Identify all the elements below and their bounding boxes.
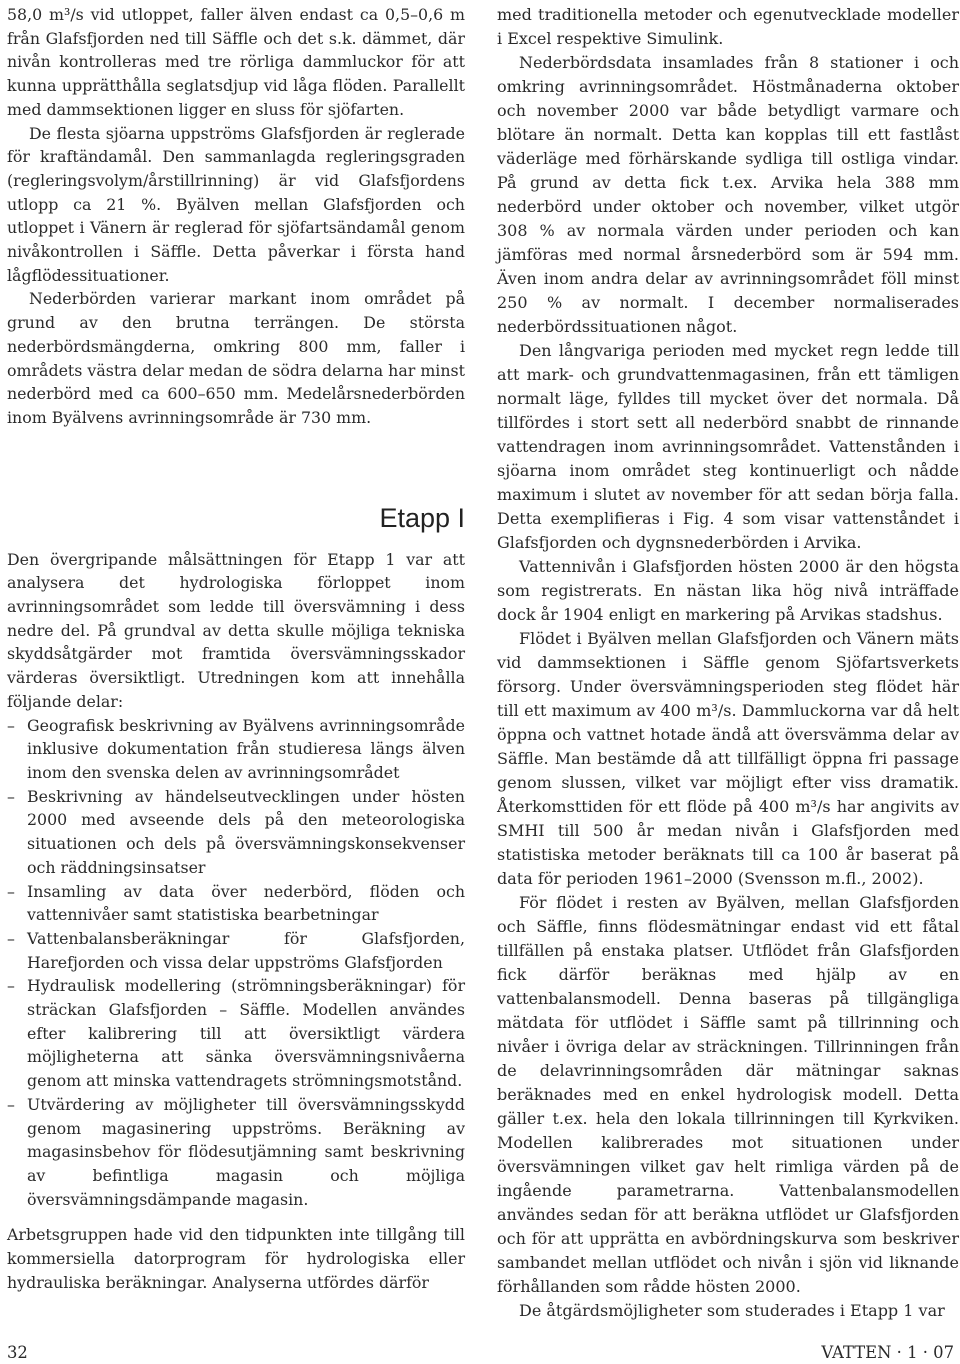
section-heading: Etapp I bbox=[379, 502, 465, 533]
paragraph: 58,0 m³/s vid utloppet, faller älven endast ca 0,5–0,6 m från Glafsfjorden ned till Säffle och det s.k. dämmet, där nivån kontrolleras med tre rörliga dammluckor för att kunna upprätthålla seglatsdjup vid låga flöden. Parallellt med dammsektionen ligger en sluss för sjöfarten. bbox=[7, 5, 465, 119]
paragraph: De flesta sjöarna uppströms Glafsfjorden är reglerade för kraftändamål. Den sammanlagda regleringsgraden (regleringsvolym/årstillrinning) är vid Glafsfjordens utlopp ca 21 %. Byälven mellan Glafsfjorden och utloppet i Vänern är reglerad för sjöfartsändamål genom nivåkontrollen i Säffle. Detta påverkar i första hand lågflödessituationer. bbox=[7, 123, 465, 285]
list-item: – Utvärdering av möjligheter till översvämningsskydd genom magasinering uppströms. Beräkning av magasinsbehov för flödesutjämning samt beskrivning av befintliga magasin och möjliga översvämningsdämpande magasin. bbox=[7, 1093, 465, 1212]
paragraph: Flödet i Byälven mellan Glafsfjorden och Vänern mäts vid dammsektionen i Säffle genom Sjöfartsverkets försorg. Under översvämningsperioden steg flödet här till ett maximum av 400 m³/s. Dammluckorna var då helt öppna och vattnet hotade ändå att översvämma delar av Säffle. Man bestämde då att tillfälligt öppna fri passage genom slussen, vilket var möjligt efter viss dramatik. Återkomsttiden för ett flöde på 400 m³/s har angivits av SMHI till 500 år medan nivån i Glafsfjorden med statistiska metoder beräknats till ca 100 år baserat på data för perioden 1961–2000 (Svensson m.fl., 2002). bbox=[497, 629, 959, 888]
section-intro: Den övergripande målsättningen för Etapp 1 var att analysera det hydrologiska förloppet inom avrinningsområdet som ledde till översvämning i dess nedre del. På grundval av detta skulle möjliga tekniska skyddsåtgärder mot framtida översvämningsskador värderas översiktligt. Utredningen kom att innehålla följande delar: bbox=[7, 549, 465, 711]
deliverables-list bbox=[7, 714, 465, 1212]
list-item: – Insamling av data över nederbörd, flöden och vattennivåer samt statistiska bearbetningar bbox=[7, 880, 465, 927]
list-item: – Beskrivning av händelseutvecklingen under hösten 2000 med avseende dels på den meteorologiska situationen och dels på översvämningskonsekvenser och räddningsinsatser bbox=[7, 785, 465, 880]
paragraph: Arbetsgruppen hade vid den tidpunkten inte tillgång till kommersiella datorprogram för hydrologiska eller hydrauliska beräkningar. Analyserna utfördes därför bbox=[7, 1225, 465, 1292]
paragraph: med traditionella metoder och egenutvecklade modeller i Excel respektive Simulink. bbox=[497, 5, 959, 48]
paragraph: Vattennivån i Glafsfjorden hösten 2000 är den högsta som registrerats. En nästan lika hög nivå inträffade dock år 1904 enligt en markering på Arvikas stadshus. bbox=[497, 557, 959, 624]
paragraph: De åtgärdsmöjligheter som studerades i Etapp 1 var bbox=[519, 1301, 945, 1320]
paragraph: Den långvariga perioden med mycket regn ledde till att mark- och grundvattenmagasinen, från ett tämligen normalt läge, fylldes till mycket över det normala. Då tillfördes i stort sett all nederbörd snabbt de rinnande vattendragen inom avrinningsområdet. Vattenstånden i sjöarna inom området steg kontinuerligt och nådde maximum i slutet av november för att sedan börja falla. Detta exemplifieras i Fig. 4 som visar vattenståndet i Glafsfjorden och dygnsnederbörden i Arvika. bbox=[497, 341, 959, 552]
paragraph: Nederbörden varierar markant inom området på grund av den brutna terrängen. De största nederbördsmängderna, omkring 800 mm, faller i områdets västra delar medan de södra delarna har minst nederbörd med ca 600–650 mm. Medelårsnederbörden inom Byälvens avrinningsområde är 730 mm. bbox=[7, 289, 465, 427]
journal-footer: VATTEN · 1 · 07 bbox=[821, 1343, 954, 1362]
page-number: 32 bbox=[7, 1343, 28, 1362]
list-item: – Hydraulisk modellering (strömningsberäkningar) för sträckan Glafsfjorden – Säffle. Modellen användes efter kalibrering till att översiktligt värdera möjligheterna att sänka översvämningsnivåerna genom att minska vattendragets strömningsmotstånd. bbox=[7, 974, 465, 1093]
right-column bbox=[497, 3, 959, 1323]
list-item: – Geografisk beskrivning av Byälvens avrinningsområde inklusive dokumentation från studieresa längs älven inom den svenska delen av avrinningsområdet bbox=[7, 714, 465, 785]
paragraph: Nederbördsdata insamlades från 8 stationer i och omkring avrinningsområdet. Höstmånaderna oktober och november 2000 var både betydligt varmare och blötare än normalt. Detta kan kopplas till ett fastlåst väderläge med förhärskande sydliga till ostliga vindar. På grund av detta fick t.ex. Arvika hela 388 mm nederbörd under oktober och november, vilket utgör 308 % av normala värden under perioden och kan jämföras med normal årsnederbörd som är 594 mm. Även inom andra delar av avrinningsområdet föll minst 250 % av normalt. I december normaliserades nederbördssituationen något. bbox=[497, 53, 959, 336]
list-item: – Vattenbalansberäkningar för Glafsfjorden, Harefjorden och vissa delar uppströms Glafsfjorden bbox=[7, 927, 465, 974]
left-column bbox=[7, 3, 465, 1294]
paragraph: För flödet i resten av Byälven, mellan Glafsfjorden och Säffle, finns flödesmätningar endast vid ett fåtal tillfällen på enstaka platser. Utflödet från Glafsfjorden fick därför beräknas med hjälp av en vattenbalansmodell. Denna baseras på tillgängliga mätdata för utflödet i Säffle samt på tillrinning och nivåer i övriga delar av sträckningen. Tillrinningen från de delavrinningsområden där mätningar saknas beräknades med en enkel hydrologisk modell. Detta gäller t.ex. hela den lokala tillrinningen till Kyrkviken. Modellen kalibrerades mot situationen under översvämningen vilket gav helt rimliga värden på de ingående parametrarna. Vattenbalansmodellen användes sedan för att beräkna utflödet ur Glafsfjorden och för att upprätta en avbördningskurva som beskriver sambandet mellan utflödet och nivån i sjön vid liknande förhållanden som rådde hösten 2000. bbox=[497, 893, 959, 1296]
